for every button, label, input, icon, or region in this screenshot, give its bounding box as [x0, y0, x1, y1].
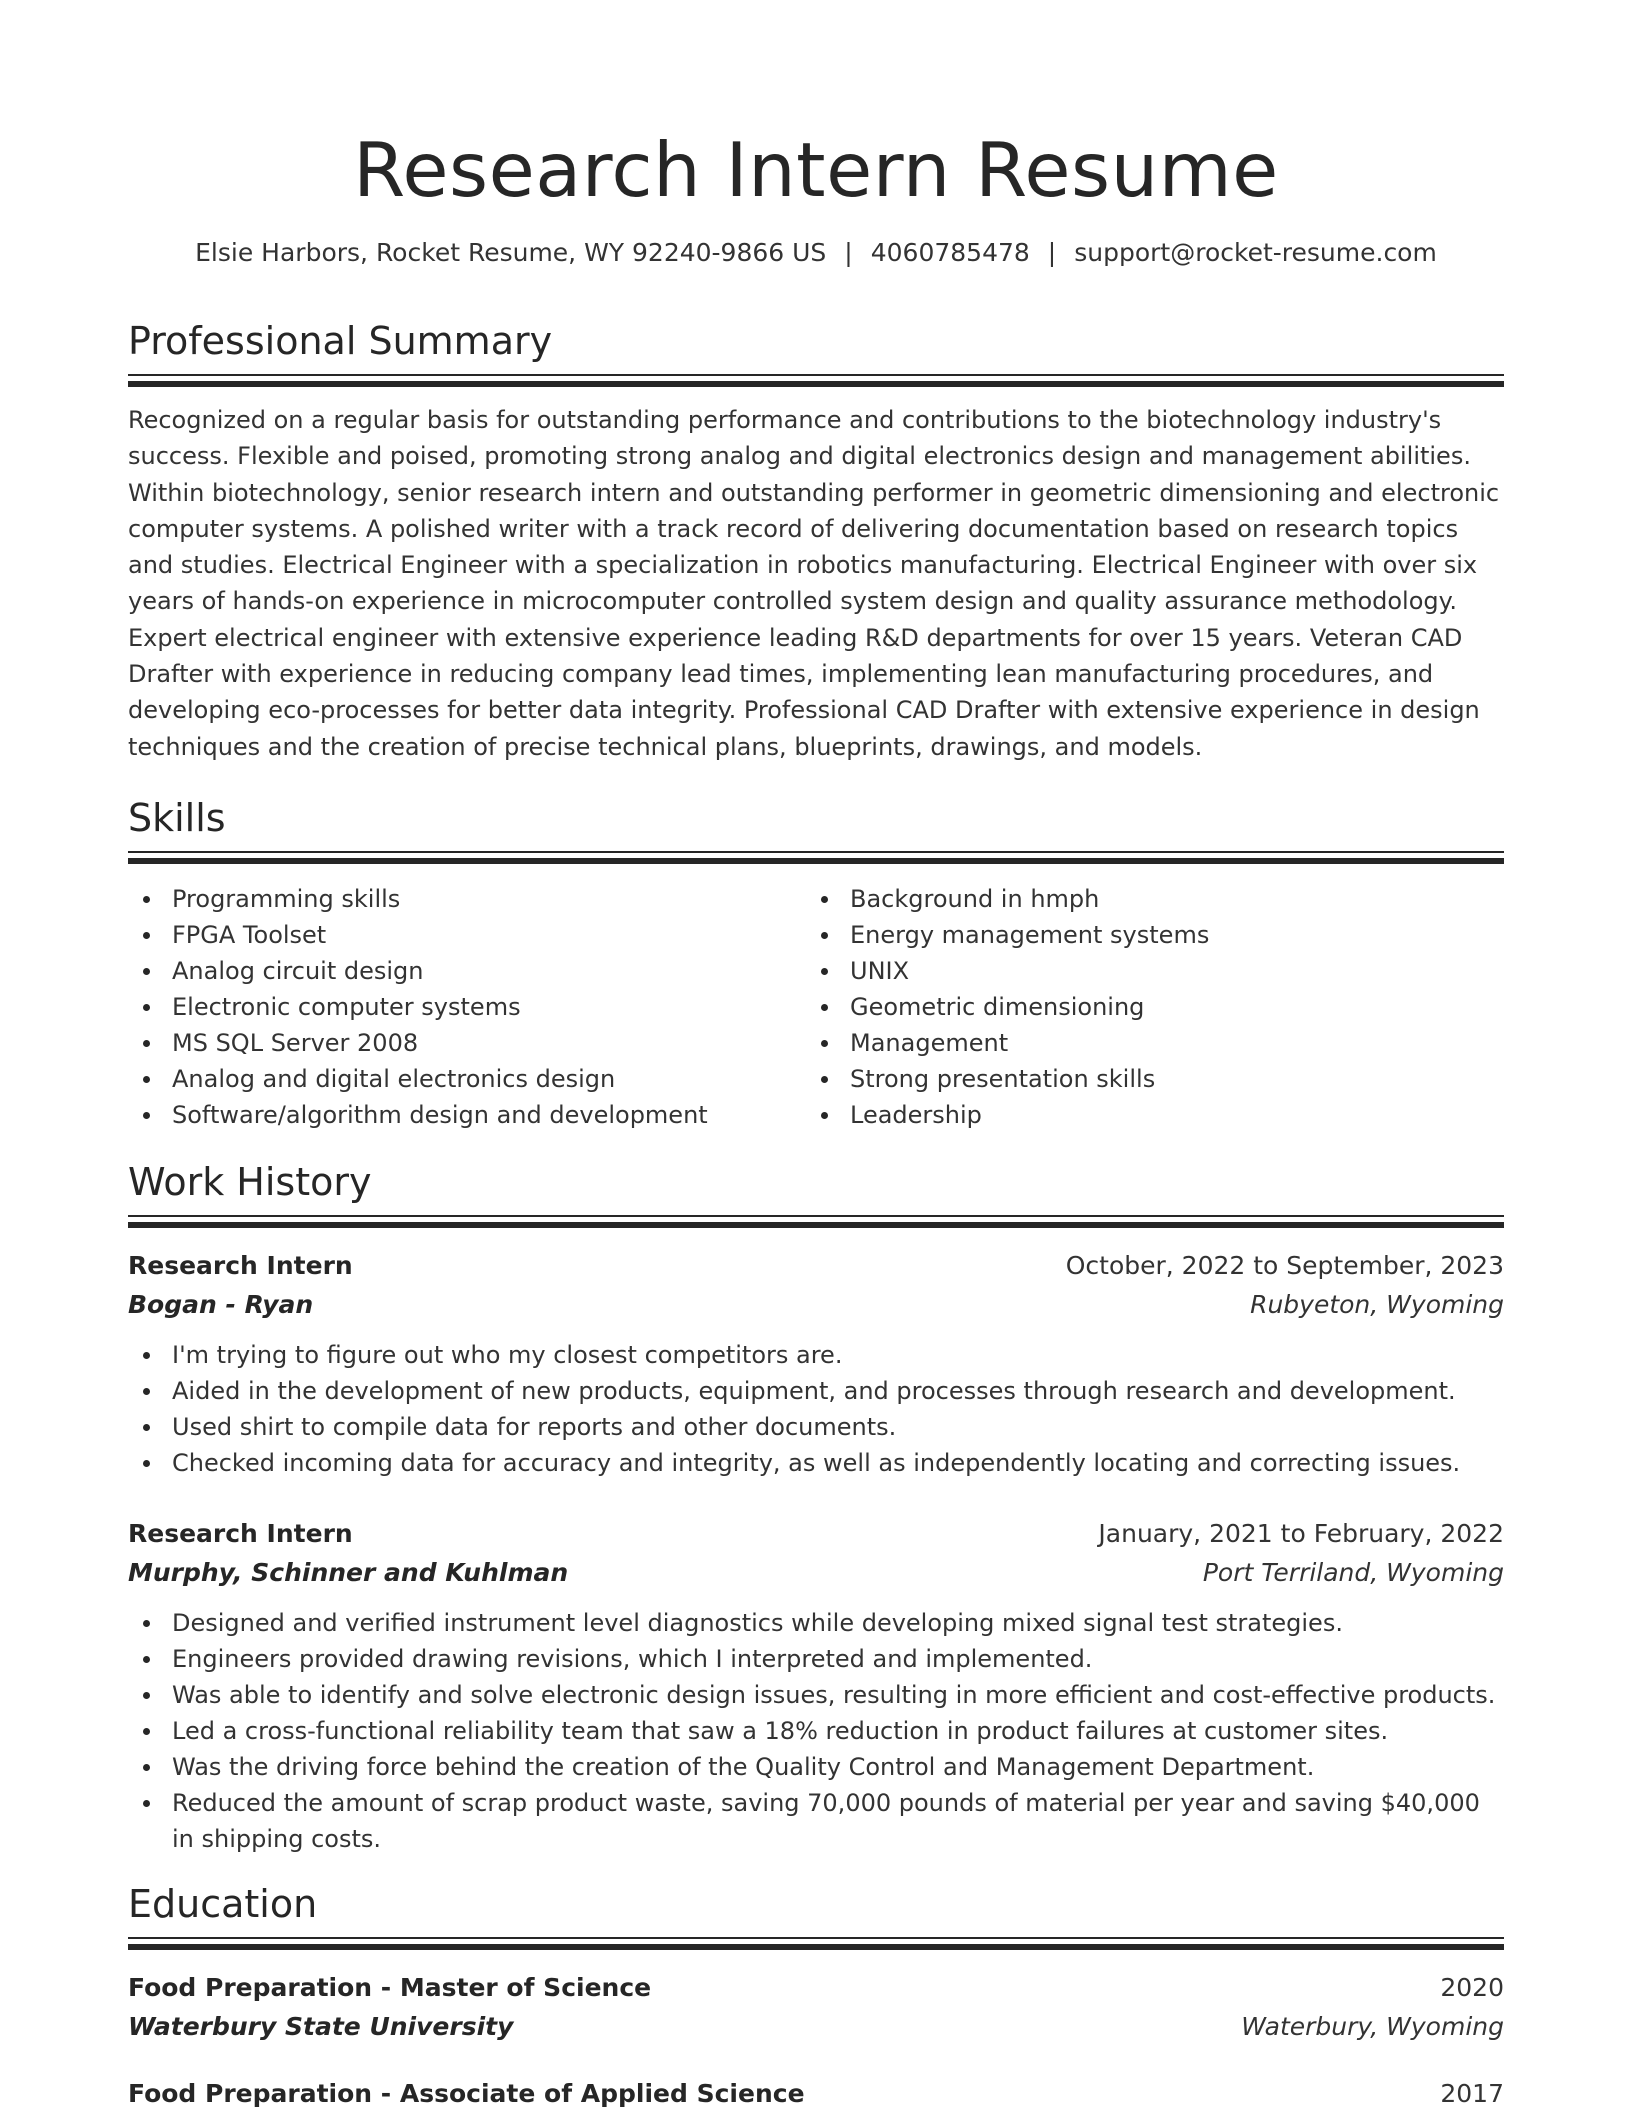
job-bullets: [128, 1337, 1504, 1481]
contact-separator: |: [1047, 238, 1057, 267]
section-heading: Work History: [128, 1159, 372, 1204]
education-section: [128, 1879, 1504, 2113]
job-header-row: [128, 1515, 1504, 1553]
job-bullet: Was the driving force behind the creation of the Quality Control and Management Department.: [128, 1749, 1504, 1785]
job-title: Research Intern: [128, 1518, 353, 1548]
job-location: Port Terriland, Wyoming: [1202, 1557, 1504, 1587]
education-location: Waterbury, Wyoming: [1241, 2011, 1504, 2041]
skills-section: [128, 793, 1504, 1133]
education-header-row: [128, 2075, 1504, 2113]
section-divider: [128, 374, 1504, 388]
skill-item: Analog and digital electronics design: [128, 1061, 806, 1097]
section-heading: Professional Summary: [128, 319, 553, 363]
summary-text: Recognized on a regular basis for outstanding performance and contributions to the biotechnology industry's success. Flexible and poised, promoting strong analog and digital electronics design and management abilities. Within biotechnology, senior research intern and outstanding performer in geometric dimensioning and electronic computer systems. A polished writer with a track record of delivering documentation based on research topics and studies. Electrical Engineer with a specialization in robotics manufacturing. Electrical Engineer with over six years of hands-on experience in microcomputer controlled system design and quality assurance methodology. Expert electrical engineer with extensive experience leading R&D departments for over 15 years. Veteran CAD Drafter with experience in reducing company lead times, implementing lean manufacturing procedures, and developing eco-processes for better data integrity. Professional CAD Drafter with extensive experience in design techniques and the creation of precise technical plans, blueprints, drawings, and models.: [128, 406, 1500, 761]
skill-item: Strong presentation skills: [806, 1061, 1484, 1097]
job-entry: [128, 1515, 1504, 1857]
skill-item: Leadership: [806, 1097, 1484, 1133]
section-heading: Skills: [128, 795, 226, 840]
skill-item: UNIX: [806, 953, 1484, 989]
skills-right-column: [806, 881, 1484, 1133]
job-company-row: [128, 1553, 1504, 1593]
education-year: 2017: [1440, 2078, 1504, 2108]
job-location: Rubyeton, Wyoming: [1250, 1289, 1504, 1319]
skill-item: Analog circuit design: [128, 953, 806, 989]
job-bullet: I'm trying to figure out who my closest competitors are.: [128, 1337, 1504, 1373]
skills-columns: [128, 881, 1504, 1133]
education-entry: [128, 2075, 1504, 2113]
job-header-row: [128, 1247, 1504, 1285]
job-bullet: Reduced the amount of scrap product waste, saving 70,000 pounds of material per year and saving $40,000 in shipping costs.: [128, 1785, 1504, 1857]
job-company: Murphy, Schinner and Kuhlman: [128, 1557, 569, 1587]
job-bullet: Was able to identify and solve electronic design issues, resulting in more efficient and cost-effective products.: [128, 1677, 1504, 1713]
section-heading: Education: [128, 1881, 318, 1926]
skill-item: Programming skills: [128, 881, 806, 917]
skill-item: Management: [806, 1025, 1484, 1061]
education-entry: [128, 1969, 1504, 2047]
job-company: Bogan - Ryan: [128, 1289, 314, 1319]
education-degree: Food Preparation - Associate of Applied Science: [128, 2078, 805, 2108]
skills-left-column: [128, 881, 806, 1133]
skill-item: Energy management systems: [806, 917, 1484, 953]
skill-item: Electronic computer systems: [128, 989, 806, 1025]
section-divider: [128, 851, 1504, 865]
job-bullet: Checked incoming data for accuracy and integrity, as well as independently locating and correcting issues.: [128, 1445, 1504, 1481]
skill-item: Software/algorithm design and development: [128, 1097, 806, 1133]
education-school-row: [128, 2007, 1504, 2047]
job-bullet: Aided in the development of new products, equipment, and processes through research and development.: [128, 1373, 1504, 1409]
skill-item: Geometric dimensioning: [806, 989, 1484, 1025]
job-entry: [128, 1247, 1504, 1481]
skill-item: MS SQL Server 2008: [128, 1025, 806, 1061]
job-dates: January, 2021 to February, 2022: [1098, 1518, 1504, 1548]
education-degree: Food Preparation - Master of Science: [128, 1972, 652, 2002]
job-bullets: [128, 1605, 1504, 1857]
resume-page: [128, 0, 1504, 2113]
education-year: 2020: [1440, 1972, 1504, 2002]
contact-phone: 4060785478: [870, 238, 1030, 267]
section-divider: [128, 1937, 1504, 1951]
contact-line: [128, 236, 1504, 270]
work-history-section: [128, 1157, 1504, 1857]
job-title: Research Intern: [128, 1250, 353, 1280]
education-school: Waterbury State University: [128, 2011, 514, 2041]
job-bullet: Led a cross-functional reliability team that saw a 18% reduction in product failures at customer sites.: [128, 1713, 1504, 1749]
contact-address: Elsie Harbors, Rocket Resume, WY 92240-9866 US: [195, 238, 827, 267]
contact-email[interactable]: support@rocket-resume.com: [1074, 238, 1437, 267]
section-divider: [128, 1215, 1504, 1229]
job-bullet: Engineers provided drawing revisions, which I interpreted and implemented.: [128, 1641, 1504, 1677]
resume-title: Research Intern Resume: [353, 126, 1279, 214]
job-bullet: Designed and verified instrument level diagnostics while developing mixed signal test strategies.: [128, 1605, 1504, 1641]
skill-item: Background in hmph: [806, 881, 1484, 917]
summary-section: [128, 316, 1504, 765]
skill-item: FPGA Toolset: [128, 917, 806, 953]
job-dates: October, 2022 to September, 2023: [1065, 1250, 1504, 1280]
job-company-row: [128, 1285, 1504, 1325]
contact-separator: |: [844, 238, 853, 267]
job-bullet: Used shirt to compile data for reports and other documents.: [128, 1409, 1504, 1445]
education-header-row: [128, 1969, 1504, 2007]
